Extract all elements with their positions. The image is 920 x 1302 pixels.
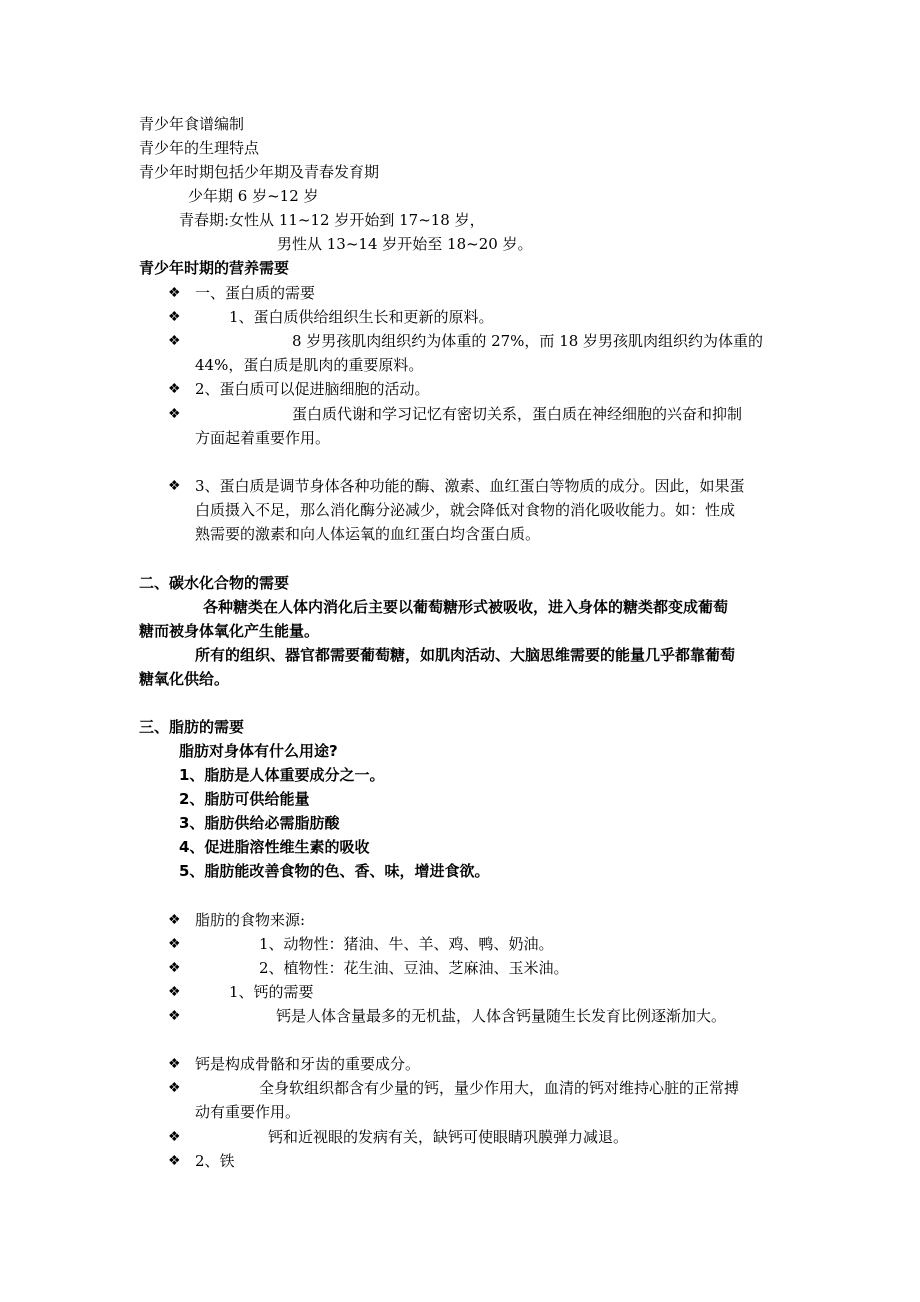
protein-point-1-detail-l2: 44%，蛋白质是肌肉的重要原料。 <box>195 356 424 374</box>
diamond-bullet-icon: ❖ <box>168 984 181 1000</box>
calcium-point-2: 钙是构成骨骼和牙齿的重要成分。 <box>195 1055 421 1073</box>
calcium-point-1: 钙是人体含量最多的无机盐，人体含钙量随生长发育比例逐渐加大。 <box>276 1007 727 1025</box>
calcium-point-3-l2: 动有重要作用。 <box>195 1103 301 1121</box>
fat-use-item: 3、脂肪供给必需脂肪酸 <box>179 814 340 832</box>
protein-point-3-l3: 熟需要的激素和向人体运氧的血红蛋白均含蛋白质。 <box>195 525 541 543</box>
diamond-bullet-icon: ❖ <box>168 285 181 301</box>
iron-heading: 2、铁 <box>195 1152 235 1170</box>
calcium-point-4: 钙和近视眼的发病有关，缺钙可使眼睛巩膜弹力减退。 <box>268 1128 629 1146</box>
protein-point-3-l2: 白质摄入不足，那么消化酶分泌减少，就会降低对食物的消化吸收能力。如：性成 <box>195 501 736 519</box>
fat-use-item: 4、促进脂溶性维生素的吸收 <box>179 838 370 856</box>
diamond-bullet-icon: ❖ <box>168 1056 181 1072</box>
doc-subtitle: 青少年的生理特点 <box>139 139 260 157</box>
protein-heading: 一、蛋白质的需要 <box>195 284 316 302</box>
fat-use-item: 1、脂肪是人体重要成分之一。 <box>179 766 385 784</box>
doc-title: 青少年食谱编制 <box>139 115 245 133</box>
protein-point-2-detail-l2: 方面起着重要作用。 <box>195 429 331 447</box>
diamond-bullet-icon: ❖ <box>168 936 181 952</box>
carbs-para-1-l2: 糖而被身体氧化产生能量。 <box>139 622 320 640</box>
diamond-bullet-icon: ❖ <box>168 309 181 325</box>
carbs-para-1-l1: 各种糖类在人体内消化后主要以葡萄糖形式被吸收，进入身体的糖类都变成葡萄 <box>203 598 729 616</box>
protein-point-2-detail-l1: 蛋白质代谢和学习记忆有密切关系，蛋白质在神经细胞的兴奋和抑制 <box>292 405 743 423</box>
puberty-female: 青春期:女性从 11~12 岁开始到 17~18 岁， <box>179 211 485 229</box>
calcium-point-3-l1: 全身软组织都含有少量的钙，量少作用大，血清的钙对维持心脏的正常搏 <box>259 1079 740 1097</box>
diamond-bullet-icon: ❖ <box>168 960 181 976</box>
fat-source-animal: 1、动物性：猪油、牛、羊、鸡、鸭、奶油。 <box>259 935 554 953</box>
protein-point-3-l1: 3、蛋白质是调节身体各种功能的酶、激素、血红蛋白等物质的成分。因此，如果蛋 <box>195 477 745 495</box>
diamond-bullet-icon: ❖ <box>168 1153 181 1169</box>
fat-question: 脂肪对身体有什么用途? <box>179 742 338 760</box>
diamond-bullet-icon: ❖ <box>168 333 181 349</box>
diamond-bullet-icon: ❖ <box>168 1080 181 1096</box>
fat-source-plant: 2、植物性：花生油、豆油、芝麻油、玉米油。 <box>259 959 569 977</box>
fat-heading: 三、脂肪的需要 <box>139 718 245 736</box>
fat-sources-heading: 脂肪的食物来源: <box>195 911 306 929</box>
protein-point-1: 1、蛋白质供给组织生长和更新的原料。 <box>229 308 494 326</box>
diamond-bullet-icon: ❖ <box>168 1129 181 1145</box>
protein-point-1-detail-l1: 8 岁男孩肌肉组织约为体重的 27%，而 18 岁男孩肌肉组织约为体重的 <box>292 332 764 350</box>
childhood-period: 少年期 6 岁~12 岁 <box>188 187 319 205</box>
diamond-bullet-icon: ❖ <box>168 912 181 928</box>
carbs-para-2-l1: 所有的组织、器官都需要葡萄糖，如肌肉活动、大脑思维需要的能量几乎都靠葡萄 <box>195 646 736 664</box>
nutrition-heading: 青少年时期的营养需要 <box>139 259 290 277</box>
fat-use-item: 5、脂肪能改善食物的色、香、味，增进食欲。 <box>179 862 490 880</box>
carbs-heading: 二、碳水化合物的需要 <box>139 574 290 592</box>
period-intro: 青少年时期包括少年期及青春发育期 <box>139 163 380 181</box>
diamond-bullet-icon: ❖ <box>168 381 181 397</box>
calcium-heading: 1、钙的需要 <box>229 983 314 1001</box>
fat-use-item: 2、脂肪可供给能量 <box>179 790 310 808</box>
diamond-bullet-icon: ❖ <box>168 406 181 422</box>
puberty-male: 男性从 13~14 岁开始至 18~20 岁。 <box>277 235 533 253</box>
diamond-bullet-icon: ❖ <box>168 1008 181 1024</box>
protein-point-2: 2、蛋白质可以促进脑细胞的活动。 <box>195 380 430 398</box>
carbs-para-2-l2: 糖氧化供给。 <box>139 670 230 688</box>
diamond-bullet-icon: ❖ <box>168 478 181 494</box>
